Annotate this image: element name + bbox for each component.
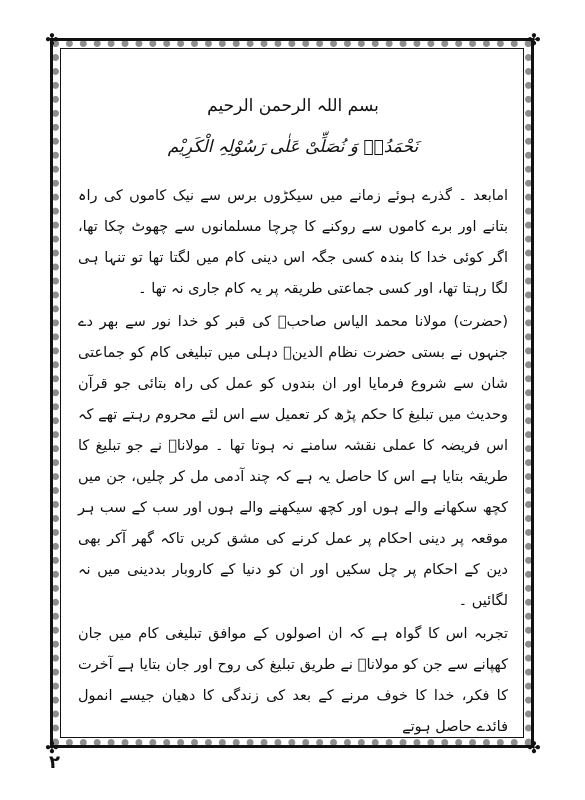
corner-ornament-icon: ✤ <box>527 30 541 49</box>
paragraph: امابعد ۔ گذرے ہوئے زمانے میں سیکڑوں برس سے نیک کاموں کی راہ بتانے اور برے کاموں سے روکنے کا چرچا مسلمانوں سے چھوٹ چکا تھا، اگر کوئی خدا کا بندہ کسی جگہ اس دینی کام میں لگتا تھا تو تنہا ہی لگا رہتا تھا، اور کسی جماعتی طریقہ پر یہ کام جاری نہ تھا ۔ <box>78 188 508 297</box>
paragraph: تجربہ اس کا گواہ ہے کہ ان اصولوں کے موافق تبلیغی کام میں جان کھپانے سے جن کو مولاناؒ نے طریق تبلیغ کی روح اور جان بتایا ہے آخرت کا فکر، خدا کا خوف مرنے کے بعد کی زندگی کا دھیان جیسے انمول فائدے حاصل ہوتے <box>78 626 508 735</box>
page-content <box>78 95 508 745</box>
page-number: ۲ <box>49 752 60 773</box>
corner-ornament-icon: ✤ <box>45 738 59 757</box>
invocation-subheading: نَحْمَدُہٗ وَ نُصَلِّیْ عَلٰی رَسُوْلِہِ الْکَرِیْم <box>167 137 419 157</box>
corner-ornament-icon: ✤ <box>527 738 541 757</box>
bismillah-heading: بسم اللہ الرحمن الرحیم <box>207 96 379 116</box>
paragraph: (حضرت) مولانا محمد الیاس صاحبؒ کی قبر کو خدا نور سے بھر دے جنہوں نے بستی حضرت نظام الدینؒ دہلی میں تبلیغی کام کو جماعتی شان سے شروع فرمایا اور ان بندوں کو عمل کی راہ بتائی جو قرآن وحدیث میں تبلیغ کا حکم پڑھ کر تعمیل سے اس لئے محروم رہتے تھے کہ اس فریضہ کا عملی نقشہ سامنے نہ ہوتا تھا ۔ مولاناؒ نے جو تبلیغ کا طریقہ بتایا ہے اس کا حاصل یہ ہے کہ چند آدمی مل کر چلیں، جن میں کچھ سکھانے والے ہوں اور کچھ سیکھنے والے ہوں اور سب کے سب ہر موقعہ پر دینی احکام پر عمل کرنے کی مشق کریں تاکہ گھر آکر بھی دین کے احکام پر چل سکیں اور ان کو دنیا کے کاروبار بددینی میں نہ لگائیں ۔ <box>78 314 508 609</box>
corner-ornament-icon: ✤ <box>45 30 59 49</box>
